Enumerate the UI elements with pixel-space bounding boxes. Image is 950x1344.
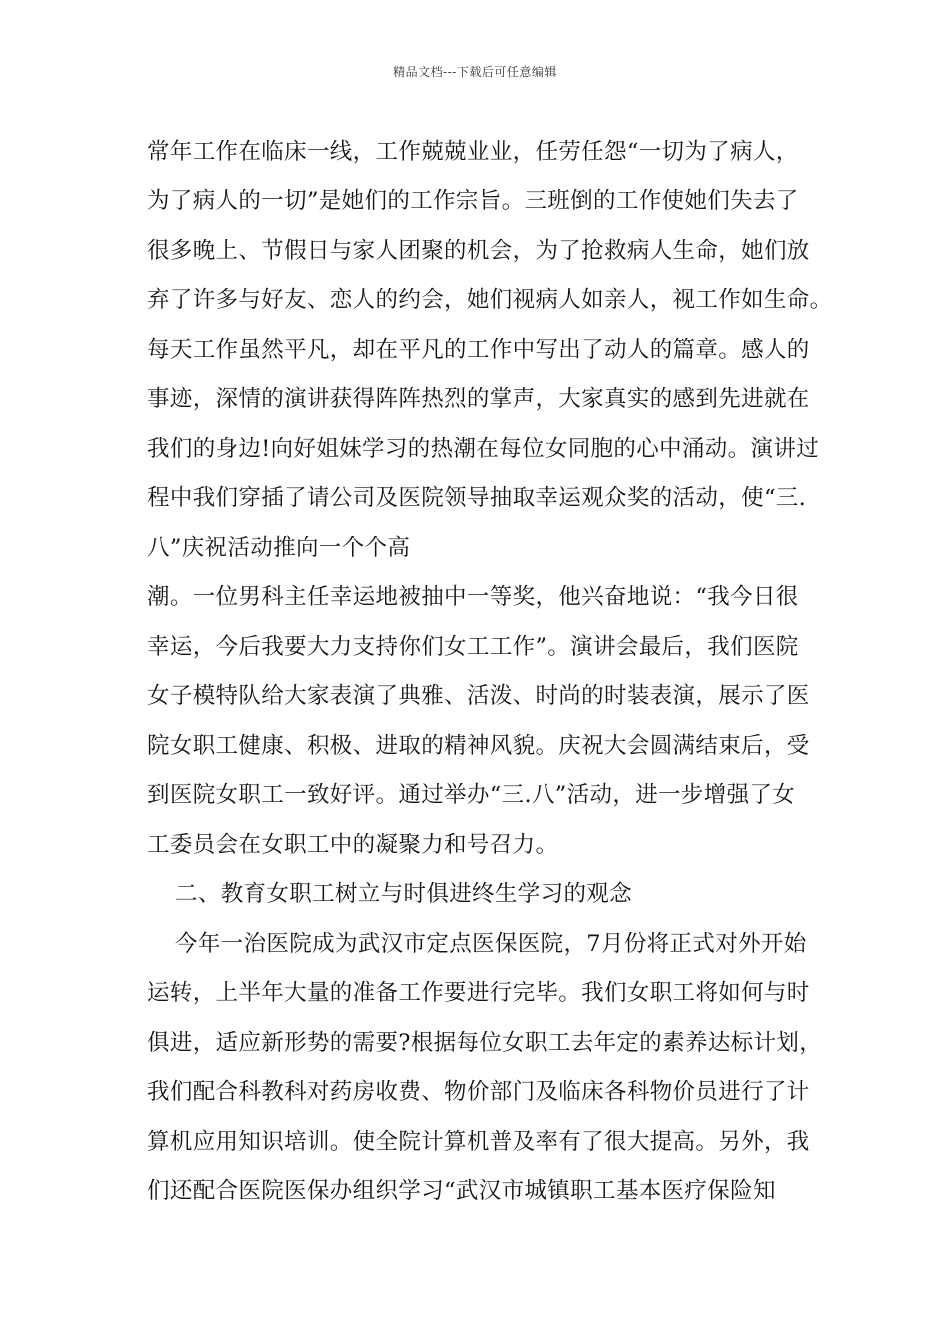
text-line: 潮。一位男科主任幸运地被抽中一等奖，他兴奋地说：“我今日很 [147, 584, 799, 610]
text-line: 每天工作虽然平凡，却在平凡的工作中写出了动人的篇章。感人的 [147, 337, 810, 363]
text-line: 俱进，适应新形势的需要?根据每位女职工去年定的素养达标计划， [147, 1030, 823, 1056]
text-line: 我们的身边!向好姐妹学习的热潮在每位女同胞的心中涌动。演讲过 [147, 436, 820, 462]
text-line: 到医院女职工一致好评。通过举办“三.八”活动，进一步增强了女 [147, 782, 796, 808]
text-line: 幸运，今后我要大力支持你们女工工作”。演讲会最后，我们医院 [147, 634, 799, 660]
text-line: 女子模特队给大家表演了典雅、活泼、时尚的时装表演，展示了医 [147, 683, 810, 709]
text-line: 事迹，深情的演讲获得阵阵热烈的掌声，大家真实的感到先进就在 [147, 386, 810, 412]
text-line: 今年一治医院成为武汉市定点医保医院，7月份将正式对外开始 [175, 931, 807, 957]
text-line: 弃了许多与好友、恋人的约会，她们视病人如亲人，视工作如生命。 [147, 287, 833, 313]
text-line: 程中我们穿插了请公司及医院领导抽取幸运观众奖的活动，使“三. [147, 485, 807, 511]
text-line: 算机应用知识培训。使全院计算机普及率有了很大提高。另外，我 [147, 1129, 810, 1155]
text-line: 常年工作在临床一线，工作兢兢业业，任劳任怨“一切为了病人， [147, 139, 799, 165]
section-heading: 二、教育女职工树立与时俱进终生学习的观念 [175, 881, 633, 907]
text-line: 八”庆祝活动推向一个个高 [147, 535, 411, 561]
text-line: 为了病人的一切”是她们的工作宗旨。三班倒的工作使她们失去了 [147, 188, 799, 214]
text-line: 工委员会在女职工中的凝聚力和号召力。 [147, 832, 559, 858]
text-line: 我们配合科教科对药房收费、物价部门及临床各科物价员进行了计 [147, 1079, 810, 1105]
page-header: 精品文档---下载后可任意编辑 [393, 65, 557, 79]
text-line: 运转，上半年大量的准备工作要进行完毕。我们女职工将如何与时 [147, 980, 810, 1006]
text-line: 们还配合医院医保办组织学习“武汉市城镇职工基本医疗保险知 [147, 1178, 776, 1204]
text-line: 院女职工健康、积极、进取的精神风貌。庆祝大会圆满结束后，受 [147, 733, 810, 759]
text-line: 很多晚上、节假日与家人团聚的机会，为了抢救病人生命，她们放 [147, 238, 810, 264]
